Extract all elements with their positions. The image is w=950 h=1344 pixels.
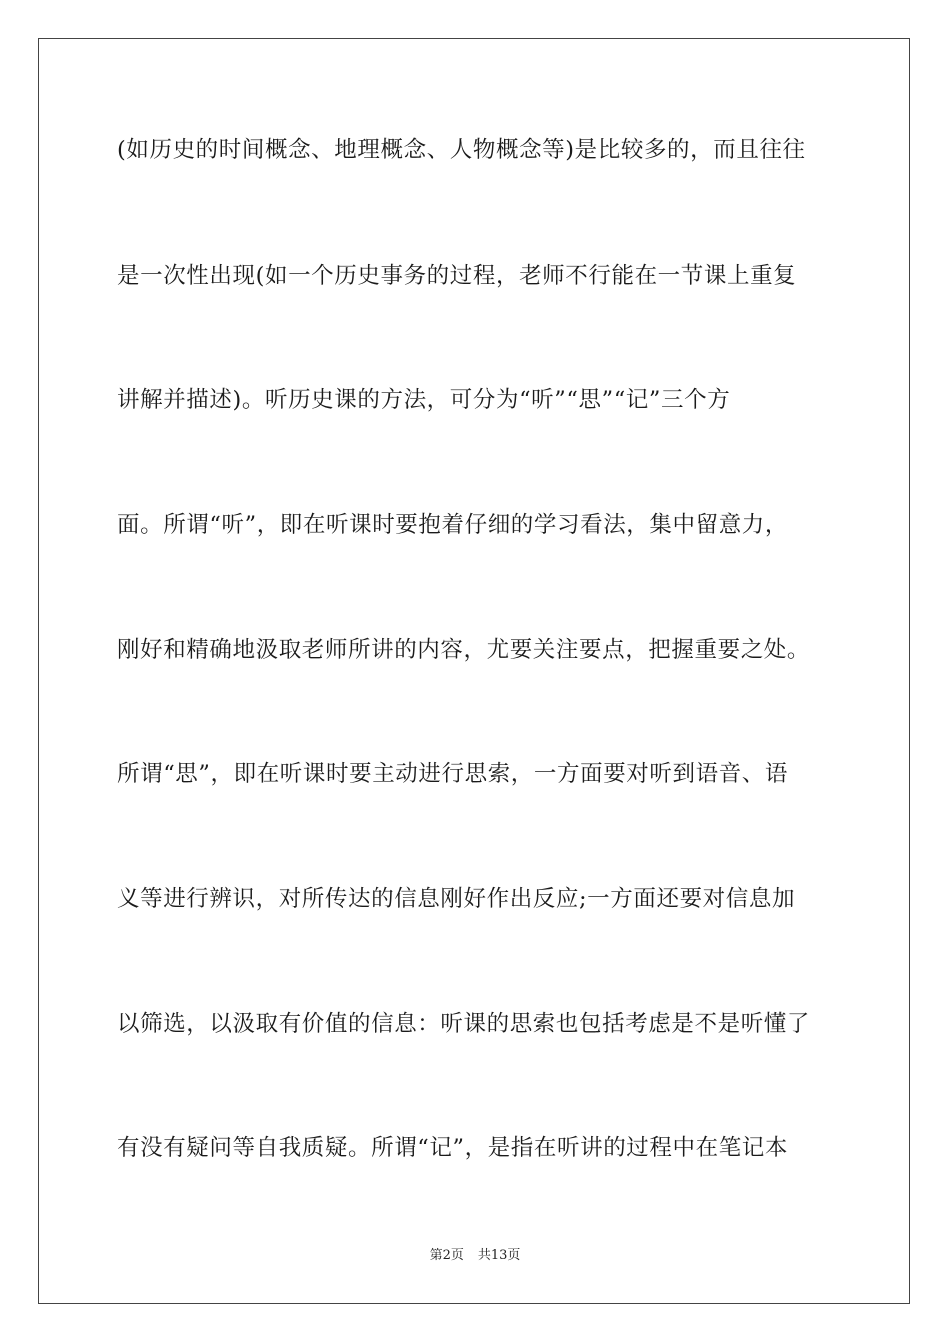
- text-line: (如历史的时间概念、地理概念、人物概念等)是比较多的，而且往往: [117, 137, 806, 163]
- text-line: 以筛选，以汲取有价值的信息：听课的思索也包括考虑是不是听懂了: [117, 1011, 811, 1037]
- text-line: 义等进行辨识，对所传达的信息刚好作出反应;一方面还要对信息加: [117, 886, 796, 912]
- text-line: 讲解并描述)。听历史课的方法，可分为“听”“思”“记”三个方: [117, 387, 731, 413]
- page-footer: [39, 1247, 911, 1265]
- page-number: 第2页: [429, 1248, 464, 1263]
- text-line: 面。所谓“听”，即在听课时要抱着仔细的学习看法，集中留意力，: [117, 512, 789, 538]
- page-frame: [38, 38, 910, 1304]
- text-line: 所谓“思”，即在听课时要主动进行思索，一方面要对听到语音、语: [117, 761, 789, 787]
- text-line: 有没有疑问等自我质疑。所谓“记”，是指在听讲的过程中在笔记本: [117, 1135, 789, 1161]
- text-line: 刚好和精确地汲取老师所讲的内容，尤要关注要点，把握重要之处。: [117, 637, 811, 663]
- text-line: 是一次性出现(如一个历史事务的过程，老师不行能在一节课上重复: [117, 263, 797, 289]
- page-total: 共13页: [477, 1248, 521, 1263]
